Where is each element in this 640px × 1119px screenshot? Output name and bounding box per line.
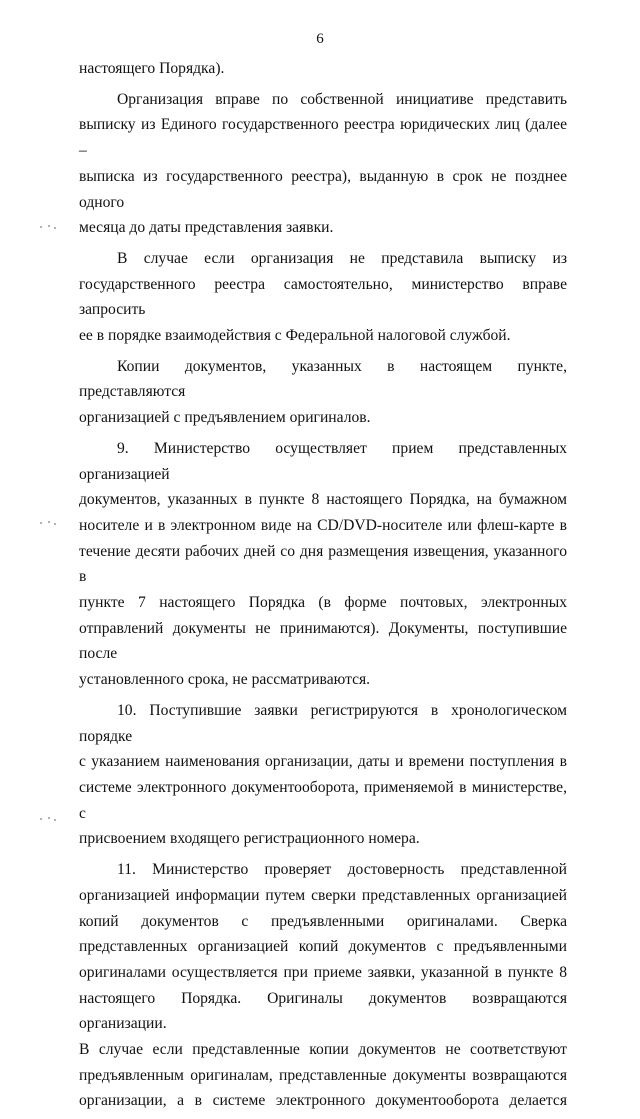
paragraph-line: 10. Поступившие заявки регистрируются в хронологическом порядке	[79, 701, 567, 745]
paragraph-line: 11. Министерство проверяет достоверность представленной	[117, 861, 567, 879]
paragraph-line: В случае если организация не представила выписку из	[117, 249, 567, 267]
paragraph-line: оригиналами осуществляется при приеме заявки, указанной в пункте 8	[79, 963, 567, 981]
paragraph-line: с указанием наименования организации, даты и времени поступления в	[79, 753, 567, 771]
paragraph-line: документов, указанных в пункте 8 настоящего Порядка, на бумажном	[79, 491, 567, 509]
paragraph-line: государственного реестра самостоятельно, министерство вправе запросить	[79, 275, 567, 319]
paragraph	[79, 354, 567, 431]
paragraph-line: организацией информации путем сверки представленных организацией	[79, 886, 567, 904]
paragraph	[79, 246, 567, 349]
paragraph-line: ее в порядке взаимодействия с Федеральной налоговой службой.	[79, 327, 511, 345]
paragraph-line: выписка из государственного реестра), выданную в срок не позднее одного	[79, 167, 567, 211]
page-number: 6	[316, 31, 324, 47]
margin-scan-mark	[38, 816, 60, 822]
paragraph-line: 9. Министерство осуществляет прием представленных организацией	[79, 439, 567, 483]
paragraph	[79, 698, 567, 852]
paragraph	[79, 56, 567, 82]
paragraph-line: носителе и в электронном виде на CD/DVD-носителе или флеш-карте в	[79, 516, 567, 534]
paragraph-line: предъявленным оригиналам, представленные документы возвращаются	[79, 1066, 567, 1084]
paragraph-line: представленных организацией копий документов с предъявленными	[79, 938, 567, 956]
paragraph	[79, 857, 567, 1114]
paragraph-line: пункте 7 настоящего Порядка (в форме почтовых, электронных	[79, 594, 567, 612]
paragraph-line: Организация вправе по собственной инициативе представить	[117, 90, 567, 108]
paragraph-line: настоящего Порядка).	[79, 60, 225, 77]
paragraph-line: течение десяти рабочих дней со дня размещения извещения, указанного в	[79, 542, 567, 586]
paragraph-line: организации, а в системе электронного документооборота делается	[79, 1092, 567, 1110]
paragraph-line: системе электронного документооборота, применяемой в министерстве, с	[79, 778, 567, 822]
margin-scan-mark	[38, 520, 60, 526]
document-body	[79, 56, 567, 1119]
paragraph-line: организацией с предъявлением оригиналов.	[79, 409, 371, 427]
paragraph	[79, 436, 567, 693]
paragraph-line: Копии документов, указанных в настоящем пункте, представляются	[79, 357, 567, 401]
margin-scan-mark	[38, 224, 60, 230]
paragraph-line: выписку из Единого государственного реестра юридических лиц (далее –	[79, 116, 567, 160]
paragraph-line: настоящего Порядка. Оригиналы документов возвращаются организации.	[79, 989, 567, 1033]
paragraph-line: присвоением входящего регистрационного номера.	[79, 830, 420, 848]
paragraph-line: отправлений документы не принимаются). Документы, поступившие после	[79, 619, 567, 663]
paragraph-line: установленного срока, не рассматриваются.	[79, 671, 371, 689]
paragraph-line: месяца до даты представления заявки.	[79, 219, 334, 237]
paragraph-line: В случае если представленные копии документов не соответствуют	[79, 1041, 567, 1059]
paragraph	[79, 87, 567, 241]
paragraph-line: копий документов с предъявленными оригиналами. Сверка	[79, 912, 567, 930]
